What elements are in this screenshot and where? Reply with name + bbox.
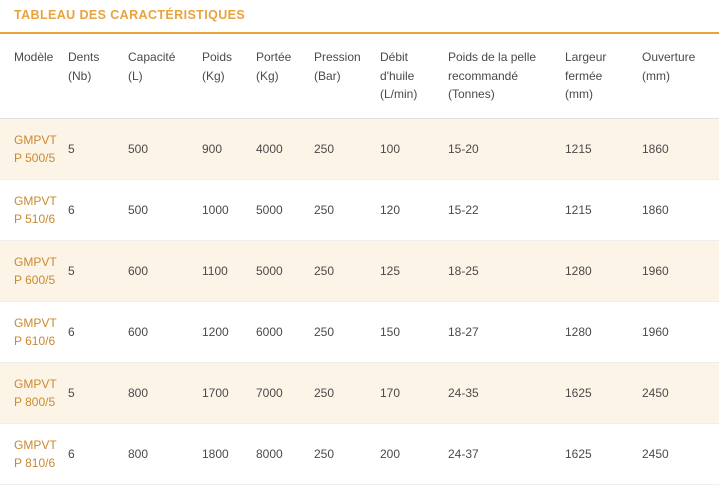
column-header-line: Poids de la pelle bbox=[448, 50, 537, 64]
column-header-line: (mm) bbox=[565, 87, 593, 102]
column-header-poids bbox=[202, 34, 256, 118]
cell-portee: 6000 bbox=[256, 301, 314, 362]
column-header-line: Dents bbox=[68, 50, 100, 64]
model-line: GMPVT bbox=[14, 132, 57, 147]
column-header-line: (L/min) bbox=[380, 87, 418, 102]
cell-poids: 900 bbox=[202, 118, 256, 179]
specifications-table bbox=[0, 34, 719, 485]
table-header bbox=[0, 34, 719, 118]
cell-dents: 5 bbox=[68, 240, 128, 301]
cell-pression: 250 bbox=[314, 362, 380, 423]
cell-capacite: 600 bbox=[128, 240, 202, 301]
cell-poids: 1000 bbox=[202, 179, 256, 240]
cell-modele bbox=[0, 240, 68, 301]
column-header-line: (Kg) bbox=[202, 68, 225, 83]
column-header-line: (Tonnes) bbox=[448, 87, 495, 102]
table-body bbox=[0, 118, 719, 484]
column-header-line: Ouverture bbox=[642, 50, 696, 64]
column-header-line: (mm) bbox=[642, 68, 670, 83]
cell-debit: 170 bbox=[380, 362, 448, 423]
model-line: P 810/6 bbox=[14, 455, 56, 470]
column-header-pression bbox=[314, 34, 380, 118]
cell-portee: 8000 bbox=[256, 423, 314, 484]
cell-poids-pelle: 18-27 bbox=[448, 301, 565, 362]
table-row bbox=[0, 240, 719, 301]
cell-pression: 250 bbox=[314, 423, 380, 484]
cell-ouverture: 1860 bbox=[642, 118, 719, 179]
cell-capacite: 500 bbox=[128, 179, 202, 240]
cell-ouverture: 1860 bbox=[642, 179, 719, 240]
cell-poids-pelle: 15-22 bbox=[448, 179, 565, 240]
cell-modele bbox=[0, 118, 68, 179]
table-row bbox=[0, 179, 719, 240]
cell-poids: 1700 bbox=[202, 362, 256, 423]
column-header-poids-pelle bbox=[448, 34, 565, 118]
cell-debit: 150 bbox=[380, 301, 448, 362]
cell-pression: 250 bbox=[314, 301, 380, 362]
column-header-line: Débit bbox=[380, 50, 409, 64]
cell-pression: 250 bbox=[314, 118, 380, 179]
cell-largeur: 1625 bbox=[565, 362, 642, 423]
cell-poids-pelle: 15-20 bbox=[448, 118, 565, 179]
column-header-line: Capacité bbox=[128, 50, 176, 64]
table-row bbox=[0, 362, 719, 423]
cell-capacite: 800 bbox=[128, 423, 202, 484]
cell-largeur: 1280 bbox=[565, 240, 642, 301]
column-header-line: Portée bbox=[256, 50, 292, 64]
model-line: P 500/5 bbox=[14, 150, 56, 165]
cell-poids: 1100 bbox=[202, 240, 256, 301]
column-header-line: (Bar) bbox=[314, 68, 341, 83]
model-line: P 800/5 bbox=[14, 394, 56, 409]
model-line: P 510/6 bbox=[14, 211, 56, 226]
cell-modele bbox=[0, 301, 68, 362]
model-line: GMPVT bbox=[14, 193, 57, 208]
cell-ouverture: 1960 bbox=[642, 240, 719, 301]
cell-capacite: 500 bbox=[128, 118, 202, 179]
cell-dents: 5 bbox=[68, 362, 128, 423]
cell-dents: 5 bbox=[68, 118, 128, 179]
column-header-line: Modèle bbox=[14, 50, 54, 64]
column-header-line: (Nb) bbox=[68, 68, 92, 83]
cell-dents: 6 bbox=[68, 301, 128, 362]
model-line: GMPVT bbox=[14, 254, 57, 269]
cell-modele bbox=[0, 423, 68, 484]
cell-dents: 6 bbox=[68, 423, 128, 484]
cell-poids-pelle: 24-35 bbox=[448, 362, 565, 423]
page-title: TABLEAU DES CARACTÉRISTIQUES bbox=[14, 8, 246, 22]
cell-portee: 7000 bbox=[256, 362, 314, 423]
cell-ouverture: 2450 bbox=[642, 423, 719, 484]
table-row bbox=[0, 423, 719, 484]
column-header-line: Largeur bbox=[565, 50, 607, 64]
cell-debit: 200 bbox=[380, 423, 448, 484]
cell-capacite: 600 bbox=[128, 301, 202, 362]
column-header-ouverture bbox=[642, 34, 719, 118]
cell-debit: 125 bbox=[380, 240, 448, 301]
model-line: GMPVT bbox=[14, 437, 57, 452]
cell-modele bbox=[0, 362, 68, 423]
model-line: P 600/5 bbox=[14, 272, 56, 287]
column-header-capacite bbox=[128, 34, 202, 118]
column-header-line: (Kg) bbox=[256, 68, 279, 83]
cell-largeur: 1215 bbox=[565, 118, 642, 179]
column-header-portee bbox=[256, 34, 314, 118]
cell-largeur: 1215 bbox=[565, 179, 642, 240]
cell-largeur: 1625 bbox=[565, 423, 642, 484]
cell-debit: 120 bbox=[380, 179, 448, 240]
column-header-line: d'huile bbox=[380, 68, 415, 83]
column-header-debit-huile bbox=[380, 34, 448, 118]
cell-poids: 1200 bbox=[202, 301, 256, 362]
cell-portee: 5000 bbox=[256, 179, 314, 240]
cell-dents: 6 bbox=[68, 179, 128, 240]
cell-poids-pelle: 18-25 bbox=[448, 240, 565, 301]
column-header-line: Pression bbox=[314, 50, 361, 64]
cell-ouverture: 1960 bbox=[642, 301, 719, 362]
table-row bbox=[0, 301, 719, 362]
cell-modele bbox=[0, 179, 68, 240]
cell-capacite: 800 bbox=[128, 362, 202, 423]
model-line: GMPVT bbox=[14, 376, 57, 391]
column-header-line: Poids bbox=[202, 50, 233, 64]
cell-poids-pelle: 24-37 bbox=[448, 423, 565, 484]
column-header-dents bbox=[68, 34, 128, 118]
column-header-modele bbox=[0, 34, 68, 118]
cell-ouverture: 2450 bbox=[642, 362, 719, 423]
cell-largeur: 1280 bbox=[565, 301, 642, 362]
model-line: GMPVT bbox=[14, 315, 57, 330]
cell-portee: 4000 bbox=[256, 118, 314, 179]
cell-poids: 1800 bbox=[202, 423, 256, 484]
cell-portee: 5000 bbox=[256, 240, 314, 301]
column-header-line: recommandé bbox=[448, 68, 519, 83]
table-title-bar bbox=[0, 0, 719, 34]
column-header-line: fermée bbox=[565, 68, 603, 83]
table-row bbox=[0, 118, 719, 179]
cell-pression: 250 bbox=[314, 179, 380, 240]
column-header-line: (L) bbox=[128, 68, 143, 83]
model-line: P 610/6 bbox=[14, 333, 56, 348]
column-header-largeur-fermee bbox=[565, 34, 642, 118]
cell-pression: 250 bbox=[314, 240, 380, 301]
table-header-row bbox=[0, 34, 719, 118]
cell-debit: 100 bbox=[380, 118, 448, 179]
